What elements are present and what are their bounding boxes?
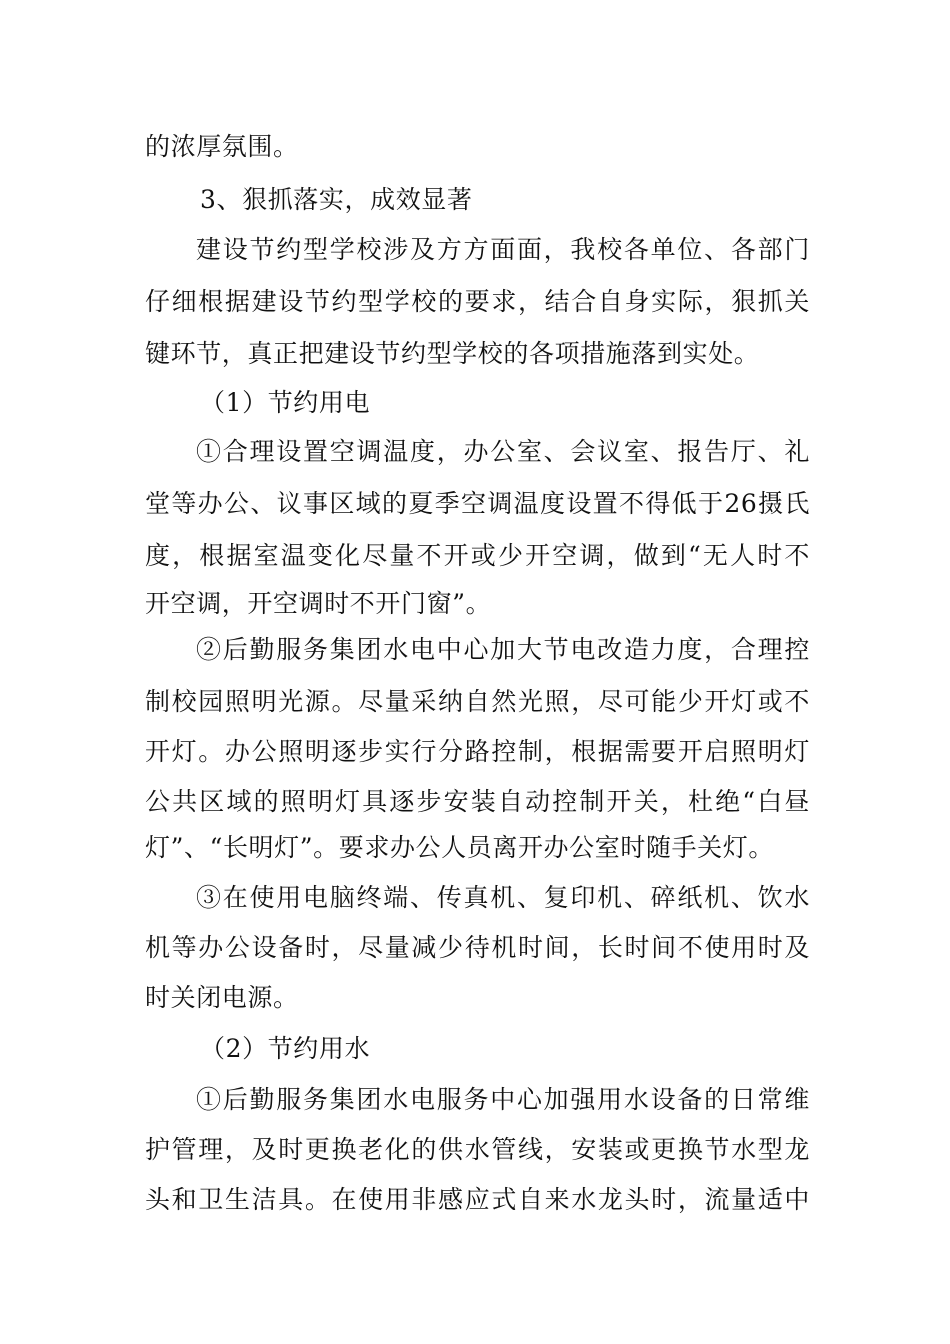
paragraph-line: 度，根据室温变化尽量不开或少开空调，做到“无人时不 bbox=[145, 541, 810, 570]
paragraph-line: ①后勤服务集团水电服务中心加强用水设备的日常维 bbox=[196, 1085, 810, 1114]
paragraph-line: 开空调，开空调时不开门窗”。 bbox=[145, 589, 492, 618]
paragraph-line: 机等办公设备时，尽量减少待机时间，长时间不使用时及 bbox=[145, 933, 810, 962]
paragraph-line: 头和卫生洁具。在使用非感应式自来水龙头时，流量适中 bbox=[145, 1185, 810, 1214]
paragraph-line: 护管理，及时更换老化的供水管线，安装或更换节水型龙 bbox=[145, 1135, 810, 1164]
paragraph-line: ③在使用电脑终端、传真机、复印机、碎纸机、饮水 bbox=[196, 883, 810, 912]
paragraph-line: ①合理设置空调温度，办公室、会议室、报告厅、礼 bbox=[196, 437, 810, 466]
paragraph-line: 开灯。办公照明逐步实行分路控制，根据需要开启照明灯 bbox=[145, 737, 810, 766]
paragraph-line: 时关闭电源。 bbox=[145, 983, 299, 1012]
paragraph-line: 公共区域的照明灯具逐步安装自动控制开关，杜绝“白昼 bbox=[145, 787, 810, 816]
paragraph-line: 制校园照明光源。尽量采纳自然光照，尽可能少开灯或不 bbox=[145, 687, 810, 716]
paragraph-line: 灯”、“长明灯”。要求办公人员离开办公室时随手关灯。 bbox=[145, 833, 774, 862]
paragraph-line: 堂等办公、议事区域的夏季空调温度设置不得低于26摄氏 bbox=[145, 489, 810, 518]
paragraph-line: 建设节约型学校涉及方方面面，我校各单位、各部门 bbox=[196, 235, 810, 264]
paragraph-line: ②后勤服务集团水电中心加大节电改造力度，合理控 bbox=[196, 635, 810, 664]
section-heading: 3、狠抓落实，成效显著 bbox=[200, 185, 473, 214]
subsection-heading: （1）节约用电 bbox=[200, 388, 371, 417]
paragraph-line: 仔细根据建设节约型学校的要求，结合自身实际，狠抓关 bbox=[145, 287, 810, 316]
subsection-heading: （2）节约用水 bbox=[200, 1034, 371, 1063]
paragraph-line: 键环节，真正把建设节约型学校的各项措施落到实处。 bbox=[145, 339, 760, 368]
paragraph-line: 的浓厚氛围。 bbox=[145, 132, 299, 161]
